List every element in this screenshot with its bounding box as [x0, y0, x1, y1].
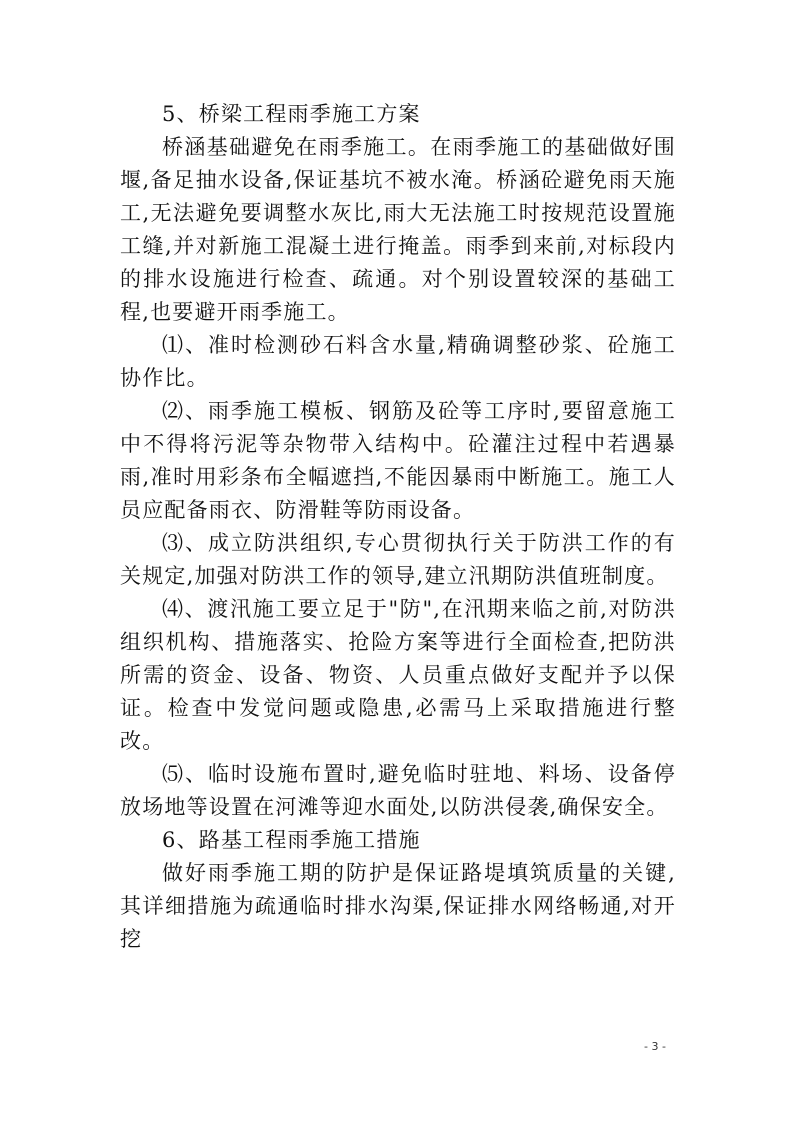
paragraph: 桥涵基础避免在雨季施工。在雨季施工的基础做好围堰,备足抽水设备,保证基坑不被水淹。桥涵砼避免雨天施工,无法避免要调整水灰比,雨大无法施工时按规范设置施工缝,并对新施工混凝土进行掩盖。雨季到来前,对标段内的排水设施进行检查、疏通。对个别设置较深的基础工程,也要避开雨季施工。	[120, 135, 676, 324]
paragraph: ⑵、雨季施工模板、钢筋及砼等工序时,要留意施工中不得将污泥等杂物带入结构中。砼灌注过程中若遇暴雨,准时用彩条布全幅遮挡,不能因暴雨中断施工。施工人员应配备雨衣、防滑鞋等防雨设备。	[120, 399, 676, 522]
paragraph: ⑷、渡汛施工要立足于"防",在汛期来临之前,对防洪组织机构、措施落实、抢险方案等进行全面检查,把防洪所需的资金、设备、物资、人员重点做好支配并予以保证。检查中发觉问题或隐患,必需马上采取措施进行整改。	[120, 597, 676, 753]
paragraph: ⑴、准时检测砂石料含水量,精确调整砂浆、砼施工协作比。	[120, 333, 676, 390]
section-heading: 5、桥梁工程雨季施工方案	[162, 102, 421, 126]
paragraph: ⑸、临时设施布置时,避免临时驻地、料场、设备停放场地等设置在河滩等迎水面处,以防洪侵袭,确保安全。	[120, 762, 676, 819]
paragraph: 做好雨季施工期的防护是保证路堤填筑质量的关键,其详细措施为疏通临时排水沟渠,保证排水网络畅通,对开挖	[120, 861, 676, 951]
paragraph: ⑶、成立防洪组织,专心贯彻执行关于防洪工作的有关规定,加强对防洪工作的领导,建立汛期防洪值班制度。	[120, 531, 676, 588]
section-heading: 6、路基工程雨季施工措施	[162, 828, 421, 852]
page-number: - 3 -	[644, 1040, 666, 1053]
document-body	[120, 98, 676, 956]
